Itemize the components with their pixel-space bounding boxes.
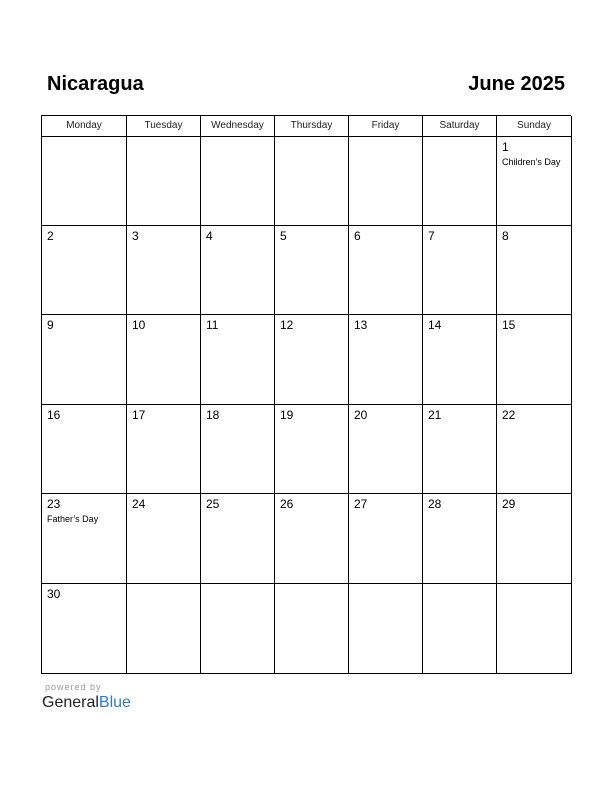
day-cell [42, 137, 127, 226]
day-number: 14 [428, 318, 442, 332]
day-cell [42, 584, 127, 674]
day-cell [423, 494, 497, 584]
day-number: 8 [502, 229, 509, 243]
day-cell [275, 494, 349, 584]
day-cell [42, 315, 127, 405]
day-cell [497, 137, 572, 226]
day-number: 1 [502, 140, 509, 154]
day-number: 2 [47, 229, 54, 243]
day-cell [127, 226, 201, 315]
day-cell [349, 226, 423, 315]
day-cell [349, 137, 423, 226]
day-number: 20 [354, 408, 368, 422]
day-cell [349, 315, 423, 405]
day-cell [127, 584, 201, 674]
day-number: 23 [47, 497, 61, 511]
day-cell [423, 315, 497, 405]
powered-by-text: powered by [45, 682, 102, 692]
day-cell [201, 315, 275, 405]
day-number: 12 [280, 318, 294, 332]
day-cell [349, 584, 423, 674]
day-cell [42, 226, 127, 315]
day-cell [42, 494, 127, 584]
day-cell [349, 494, 423, 584]
holiday-label: Children’s Day [502, 157, 561, 167]
day-cell [497, 494, 572, 584]
country-title: Nicaragua [47, 73, 144, 95]
holiday-label: Father’s Day [47, 514, 99, 524]
day-number: 3 [132, 229, 139, 243]
calendar-grid [41, 115, 571, 674]
brand-blue-text: Blue [98, 694, 131, 711]
day-number: 10 [132, 318, 146, 332]
day-number: 27 [354, 497, 368, 511]
day-cell [201, 584, 275, 674]
day-number: 6 [354, 229, 361, 243]
weekday-header: Thursday [275, 116, 349, 137]
day-cell [423, 405, 497, 494]
generalblue-logo[interactable] [42, 693, 131, 713]
day-cell [423, 226, 497, 315]
day-cell [127, 137, 201, 226]
day-cell [497, 315, 572, 405]
weekday-header: Tuesday [127, 116, 201, 137]
footer-branding [42, 681, 131, 713]
day-number: 19 [280, 408, 294, 422]
day-number: 30 [47, 587, 61, 601]
weekday-header: Wednesday [201, 116, 275, 137]
day-cell [275, 405, 349, 494]
day-cell [349, 405, 423, 494]
day-number: 24 [132, 497, 146, 511]
day-number: 17 [132, 408, 146, 422]
day-number: 4 [206, 229, 213, 243]
day-number: 15 [502, 318, 516, 332]
day-number: 22 [502, 408, 516, 422]
weekday-header: Saturday [423, 116, 497, 137]
day-number: 13 [354, 318, 368, 332]
weekday-header: Monday [42, 116, 127, 137]
day-number: 7 [428, 229, 435, 243]
day-number: 21 [428, 408, 442, 422]
day-number: 11 [206, 318, 219, 332]
day-cell [201, 226, 275, 315]
day-number: 25 [206, 497, 220, 511]
day-number: 9 [47, 318, 54, 332]
day-cell [201, 405, 275, 494]
weekday-header: Friday [349, 116, 423, 137]
day-cell [497, 226, 572, 315]
day-number: 18 [206, 408, 220, 422]
day-cell [423, 584, 497, 674]
day-cell [275, 226, 349, 315]
month-year-title: June 2025 [468, 73, 565, 95]
day-cell [201, 137, 275, 226]
day-cell [275, 584, 349, 674]
day-cell [127, 405, 201, 494]
weekday-header: Sunday [497, 116, 572, 137]
day-cell [423, 137, 497, 226]
day-cell [275, 315, 349, 405]
day-cell [201, 494, 275, 584]
day-cell [497, 405, 572, 494]
day-cell [42, 405, 127, 494]
day-number: 26 [280, 497, 294, 511]
day-number: 28 [428, 497, 442, 511]
day-number: 29 [502, 497, 516, 511]
day-cell [127, 494, 201, 584]
day-cell [127, 315, 201, 405]
day-number: 5 [280, 229, 287, 243]
day-cell [275, 137, 349, 226]
brand-general-text: General [42, 694, 99, 711]
day-number: 16 [47, 408, 61, 422]
day-cell [497, 584, 572, 674]
